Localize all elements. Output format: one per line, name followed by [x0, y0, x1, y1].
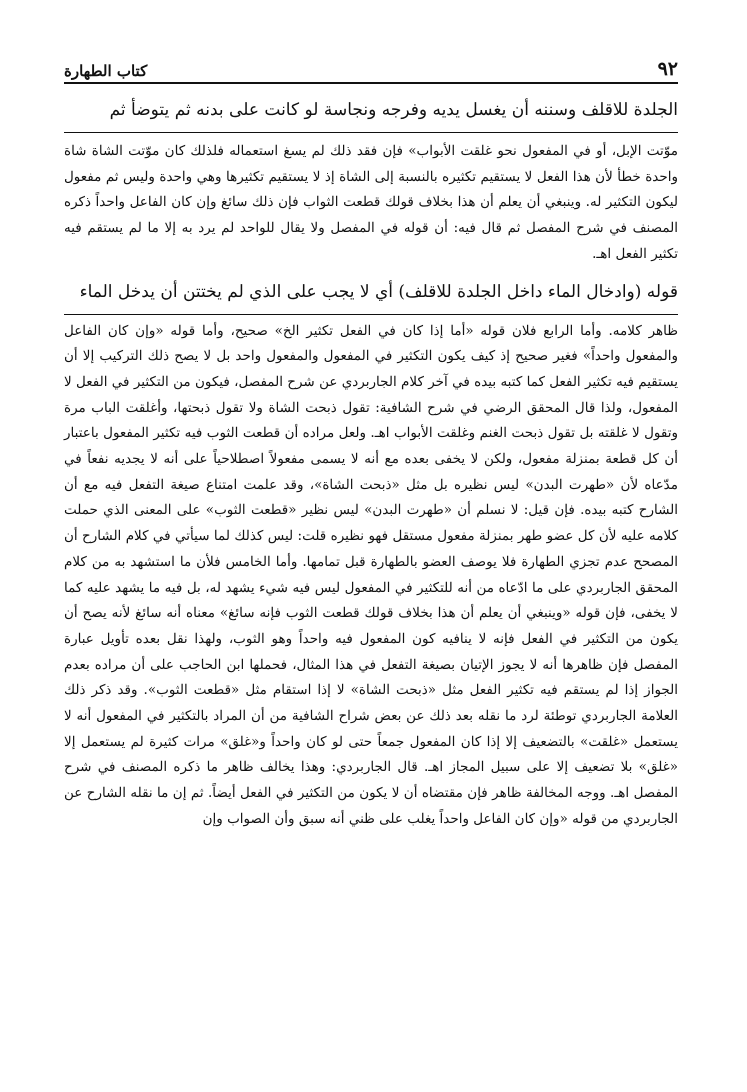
page-number: ٩٢	[657, 58, 678, 80]
running-title: كتاب الطهارة	[64, 62, 148, 80]
matn-text-1: الجلدة للاقلف وسننه أن يغسل يديه وفرجه ونجاسة لو كانت على بدنه ثم يتوضأ ثم	[64, 94, 678, 133]
page-header	[64, 40, 678, 84]
commentary-text-1: موّتت الإبل، أو في المفعول نحو غلقت الأبواب» فإن فقد ذلك لم يسغ استعماله فلذلك كان موّتت الشاة شاة واحدة خطأ لأن هذا الفعل لا يستقيم تكثيره بالنسبة إلى الشاة إذ لا يستقيم تكثيرها وهي واحدة وليس ثم مفعول ليكون التكثير له. وينبغي أن يعلم أن هذا بخلاف قولك قطعت الثواب فإن ذلك سائغ وإن كان الفاعل واحداً ذكره المصنف في شرح المفصل ثم قال فيه: أن قوله في المفصل ولا يقال للواحد لم يرد به إلا ما لم يستقم فيه تكثير الفعل اهـ.	[64, 143, 678, 262]
commentary-text-2: ظاهر كلامه. وأما الرابع فلان قوله «أما إذا كان في الفعل تكثير الخ» صحيح، وأما قوله «وإن كان الفاعل والمفعول واحداً» فغير صحيح إذ كيف يكون التكثير في المفعول والمفعول واحد بل لا يصح ذلك التركيب إلا أن يستقيم فيه تكثير الفعل كما كتبه بيده في آخر كلام الجاربردي عن شرح المفصل، فيكون من التكثير في الفعل لا المفعول، ولذا قال المحقق الرضي في شرح الشافية: تقول ذبحت الشاة ولا تقول ذبحتها، وأغلقت الباب مرة وتقول لا غلقته بل تقول ذبحت الغنم وغلقت الأبواب اهـ. ولعل مراده أن قطعت الثوب فيه تكثير المفعول باعتبار أن كل قطعة بمنزلة مفعول، ولكن لا يخفى بعده مع أنه لا يسمى مفعولاً اصطلاحياً على أنه لا يجديه نفعاً في مدّعاه لأن «طهرت البدن» ليس نظيره بل مثل «ذبحت الشاة»، وقد علمت امتناع صيغة التفعل فيه مع أن الشارح كتبه بيده. فإن قيل: لا نسلم أن «طهرت البدن» ليس نظير «قطعت الثوب» على المعنى الذي حملت كلامه عليه لأن كل عضو طهر بمنزلة مفعول مستقل فهو نظيره قلت: ليس كذلك لما سيأتي في كلام الشارح أن المصحح عدم تجزي الطهارة فلا يوصف العضو بالطهارة قبل تمامها. وأما الخامس فلأن ما استشهد به من كلام المحقق الجاربردي على ما ادّعاه من أنه للتكثير في المفعول ليس فيه شيء يشهد له، بل فيه ما يشهد عليه كما لا يخفى، فإن قوله «وينبغي أن يعلم أن هذا بخلاف قولك قطعت الثوب فإنه سائغ» معناه أنه سائغ لأنه يصح أن يكون من التكثير في الفعل فإنه لا ينافيه كون المفعول فيه واحداً وهو الثوب، ولهذا نقل بعده تأويل عبارة المفصل فإن ظاهرها أنه لا يجوز الإتيان بصيغة التفعل في هذا المثال، فحملها ابن الحاجب على أن مراده بعدم الجواز إذا لم يستقم فيه تكثير الفعل مثل «ذبحت الشاة» لا إذا استقام مثل «قطعت الثوب». وقد ذكر ذلك العلامة الجاربردي توطئة لرد ما نقله بعد ذلك عن بعض شراح الشافية من أن المراد بالتكثير في المفعول أنه لا يستعمل «غلقت» بالتضعيف إلا إذا كان المفعول جمعاً حتى لو كان واحداً و«غلق» مرات كثيرة لم يستعمل إلا «غلق» بلا تضعيف إلا على سبيل المجاز اهـ. قال الجاربردي: وهذا يخالف ظاهر ما ذكره المصنف في شرح المفصل اهـ. ووجه المخالفة ظاهر فإن مقتضاه أن لا يكون من التكثير في الفعل أيضاً. ثم إن ما نقله الشارح عن الجاربردي من قوله «وإن كان الفاعل واحداً يغلب على ظني أنه سبق وأن الصواب وإن	[64, 322, 678, 827]
book-page	[64, 40, 678, 833]
matn-text-2: قوله (وادخال الماء داخل الجلدة للاقلف) أي لا يجب على الذي لم يختتن أن يدخل الماء	[64, 276, 678, 315]
